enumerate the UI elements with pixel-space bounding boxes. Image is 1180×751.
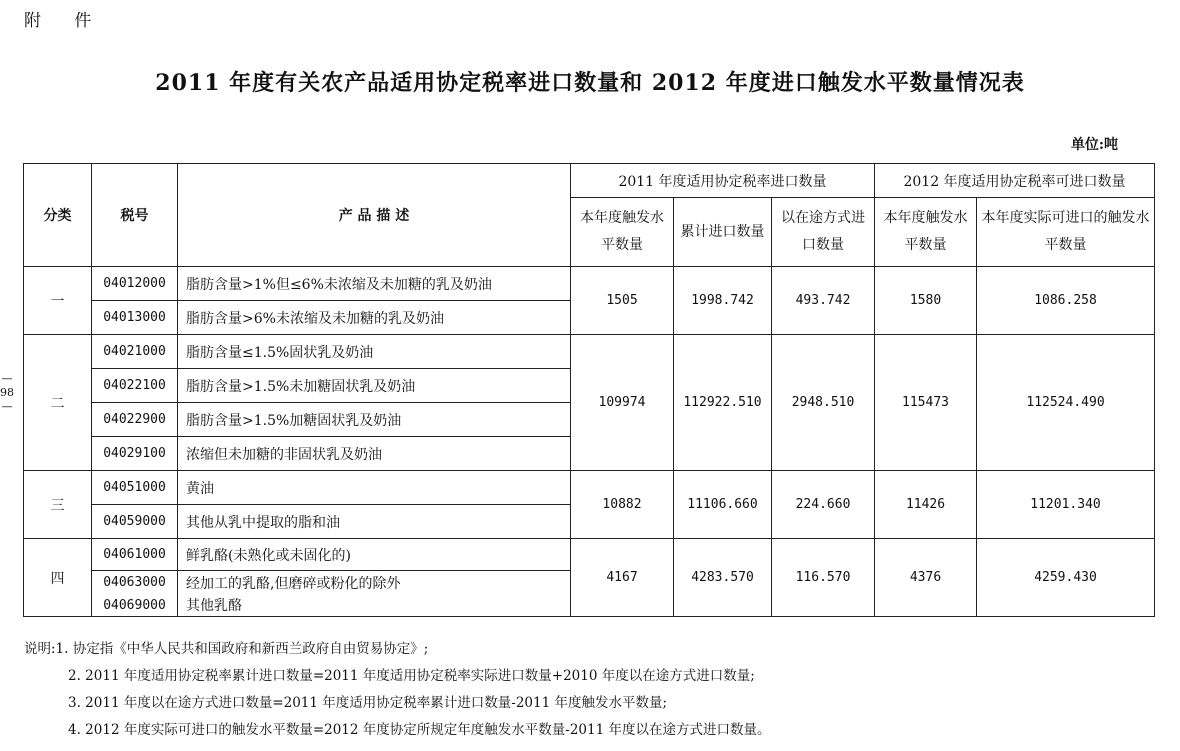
category-cell: 四 (24, 539, 92, 617)
cumulative-cell: 112922.510 (674, 335, 772, 471)
tax-code-cell: 04022100 (92, 369, 178, 403)
note-item: 2. 2011 年度适用协定税率累计进口数量=2011 年度适用协定税率实际进口数量+2010 年度以在途方式进口数量; (68, 668, 755, 684)
note-item: 3. 2011 年度以在途方式进口数量=2011 年度适用协定税率累计进口数量-2011 年度触发水平数量; (68, 695, 668, 711)
table-row (24, 267, 1155, 301)
trigger-2012-cell: 1580 (875, 267, 977, 335)
product-desc-cell: 脂肪含量>1.5%加糖固状乳及奶油 (178, 403, 571, 437)
tax-code-cell: 04063000 (92, 571, 178, 595)
product-desc-cell: 脂肪含量>6%未浓缩及未加糖的乳及奶油 (178, 301, 571, 335)
attachment-label: 附 件 (24, 11, 106, 31)
note-item: 4. 2012 年度实际可进口的触发水平数量=2012 年度协定所规定年度触发水平数量-2011 年度以在途方式进口数量。 (68, 722, 771, 738)
table-row (24, 471, 1155, 505)
trigger-2011-cell: 10882 (571, 471, 674, 539)
note-item: 说明:1. 协定指《中华人民共和国政府和新西兰政府自由贸易协定》; (24, 641, 429, 657)
header-trigger-2012: 本年度触发水平数量 (875, 198, 977, 267)
notes-section (24, 636, 771, 744)
actual-2012-cell: 1086.258 (977, 267, 1155, 335)
cumulative-cell: 4283.570 (674, 539, 772, 617)
trigger-2011-cell: 4167 (571, 539, 674, 617)
tax-code-cell: 04059000 (92, 505, 178, 539)
category-cell: 一 (24, 267, 92, 335)
header-trigger-2011: 本年度触发水平数量 (571, 198, 674, 267)
unit-label: 单位:吨 (1070, 137, 1118, 153)
trigger-2011-cell: 109974 (571, 335, 674, 471)
actual-2012-cell: 4259.430 (977, 539, 1155, 617)
tax-code-cell: 04012000 (92, 267, 178, 301)
trigger-2012-cell: 115473 (875, 335, 977, 471)
product-desc-cell: 脂肪含量>1.5%未加糖固状乳及奶油 (178, 369, 571, 403)
product-desc-cell: 鲜乳酪(未熟化或未固化的) (178, 539, 571, 571)
product-desc-cell: 其他乳酪 (178, 595, 571, 617)
header-in-transit: 以在途方式进口数量 (772, 198, 875, 267)
product-desc-cell: 其他从乳中提取的脂和油 (178, 505, 571, 539)
table-row (24, 539, 1155, 571)
in-transit-cell: 2948.510 (772, 335, 875, 471)
header-product: 产 品 描 述 (178, 164, 571, 267)
in-transit-cell: 493.742 (772, 267, 875, 335)
header-tax-code: 税号 (92, 164, 178, 267)
header-cumulative: 累计进口数量 (674, 198, 772, 267)
actual-2012-cell: 11201.340 (977, 471, 1155, 539)
category-cell: 二 (24, 335, 92, 471)
tax-code-cell: 04061000 (92, 539, 178, 571)
actual-2012-cell: 112524.490 (977, 335, 1155, 471)
in-transit-cell: 116.570 (772, 539, 875, 617)
in-transit-cell: 224.660 (772, 471, 875, 539)
product-desc-cell: 脂肪含量>1%但≤6%未浓缩及未加糖的乳及奶油 (178, 267, 571, 301)
tax-code-cell: 04022900 (92, 403, 178, 437)
trigger-2011-cell: 1505 (571, 267, 674, 335)
product-desc-cell: 经加工的乳酪,但磨碎或粉化的除外 (178, 571, 571, 595)
table-row (24, 335, 1155, 369)
product-desc-cell: 浓缩但未加糖的非固状乳及奶油 (178, 437, 571, 471)
header-group-2012: 2012 年度适用协定税率可进口数量 (875, 164, 1155, 198)
header-category: 分类 (24, 164, 92, 267)
cumulative-cell: 1998.742 (674, 267, 772, 335)
tax-code-cell: 04013000 (92, 301, 178, 335)
trigger-2012-cell: 11426 (875, 471, 977, 539)
tax-code-cell: 04021000 (92, 335, 178, 369)
quota-table (23, 163, 1155, 617)
tax-code-cell: 04069000 (92, 595, 178, 617)
cumulative-cell: 11106.660 (674, 471, 772, 539)
document-title: 2011 年度有关农产品适用协定税率进口数量和 2012 年度进口触发水平数量情况表 (155, 70, 1025, 96)
header-group-2011: 2011 年度适用协定税率进口数量 (571, 164, 875, 198)
trigger-2012-cell: 4376 (875, 539, 977, 617)
tax-code-cell: 04051000 (92, 471, 178, 505)
page-number: — 98 — (0, 372, 14, 413)
tax-code-cell: 04029100 (92, 437, 178, 471)
header-actual-2012: 本年度实际可进口的触发水平数量 (977, 198, 1155, 267)
category-cell: 三 (24, 471, 92, 539)
product-desc-cell: 脂肪含量≤1.5%固状乳及奶油 (178, 335, 571, 369)
product-desc-cell: 黄油 (178, 471, 571, 505)
